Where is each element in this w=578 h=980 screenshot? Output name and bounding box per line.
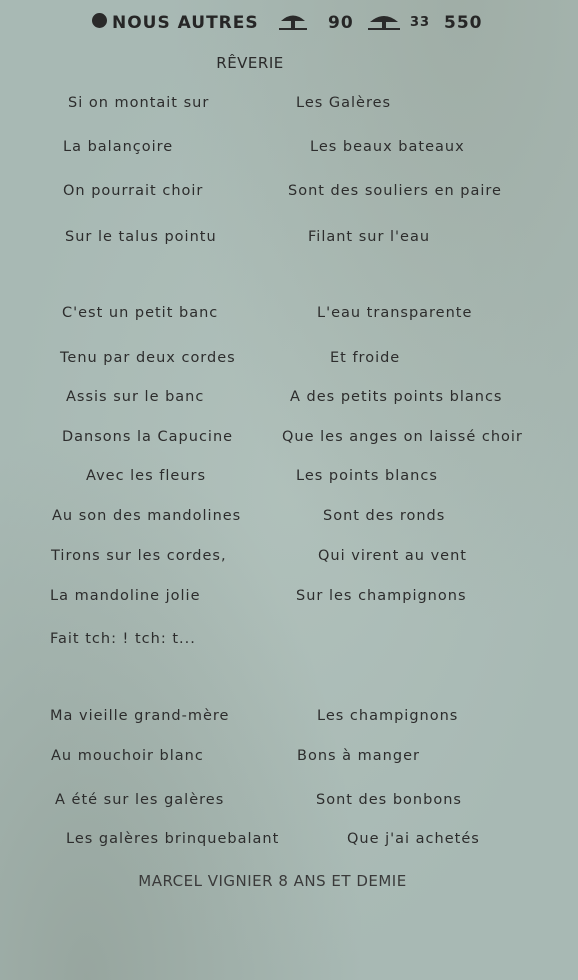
- right-line-14: Les champignons: [317, 708, 459, 724]
- left-line-2: La balançoire: [63, 139, 174, 155]
- header-line: [92, 10, 492, 38]
- globe-icon: [92, 13, 107, 28]
- right-line-9: Les points blancs: [296, 468, 438, 484]
- right-line-6: Et froide: [330, 350, 401, 366]
- right-line-11: Qui virent au vent: [318, 548, 467, 564]
- right-line-10: Sont des ronds: [323, 508, 446, 524]
- left-line-10: Au son des mandolines: [52, 508, 242, 524]
- right-line-15: Bons à manger: [297, 748, 420, 764]
- right-line-8: Que les anges on laissé choir: [282, 429, 523, 445]
- left-line-16: A été sur les galères: [55, 792, 225, 808]
- header-number-2: 33: [410, 15, 431, 30]
- left-line-1: Si on montait sur: [68, 95, 210, 111]
- right-line-5: L'eau transparente: [317, 305, 473, 321]
- left-line-14: Ma vieille grand-mère: [50, 708, 230, 724]
- right-line-4: Filant sur l'eau: [308, 229, 431, 245]
- left-line-8: Dansons la Capucine: [62, 429, 234, 445]
- left-line-4: Sur le talus pointu: [65, 229, 217, 245]
- mushroom-ornament-icon-2: [364, 12, 404, 32]
- magazine-title: NOUS AUTRES: [112, 13, 259, 33]
- left-line-5: C'est un petit banc: [62, 305, 219, 321]
- right-line-3: Sont des souliers en paire: [288, 183, 502, 199]
- left-line-3: On pourrait choir: [63, 183, 204, 199]
- right-line-17: Que j'ai achetés: [347, 831, 480, 847]
- left-line-12: La mandoline jolie: [50, 588, 201, 604]
- left-line-7: Assis sur le banc: [66, 389, 205, 405]
- mushroom-ornament-icon: [275, 12, 311, 32]
- left-line-15: Au mouchoir blanc: [51, 748, 204, 764]
- left-line-9: Avec les fleurs: [86, 468, 207, 484]
- poem-title: RÊVERIE: [216, 54, 284, 72]
- right-line-2: Les beaux bateaux: [310, 139, 465, 155]
- left-line-11: Tirons sur les cordes,: [51, 548, 227, 564]
- right-line-7: A des petits points blancs: [290, 389, 503, 405]
- right-line-1: Les Galères: [296, 95, 392, 111]
- header-number-1: 90: [328, 13, 354, 33]
- left-line-6: Tenu par deux cordes: [60, 350, 236, 366]
- left-line-17: Les galères brinquebalant: [66, 831, 280, 847]
- header-number-3: 550: [444, 13, 483, 33]
- author-signature: MARCEL VIGNIER 8 ANS ET DEMIE: [138, 872, 407, 890]
- right-line-16: Sont des bonbons: [316, 792, 462, 808]
- right-line-12: Sur les champignons: [296, 588, 467, 604]
- left-line-13: Fait tch: ! tch: t...: [50, 631, 196, 647]
